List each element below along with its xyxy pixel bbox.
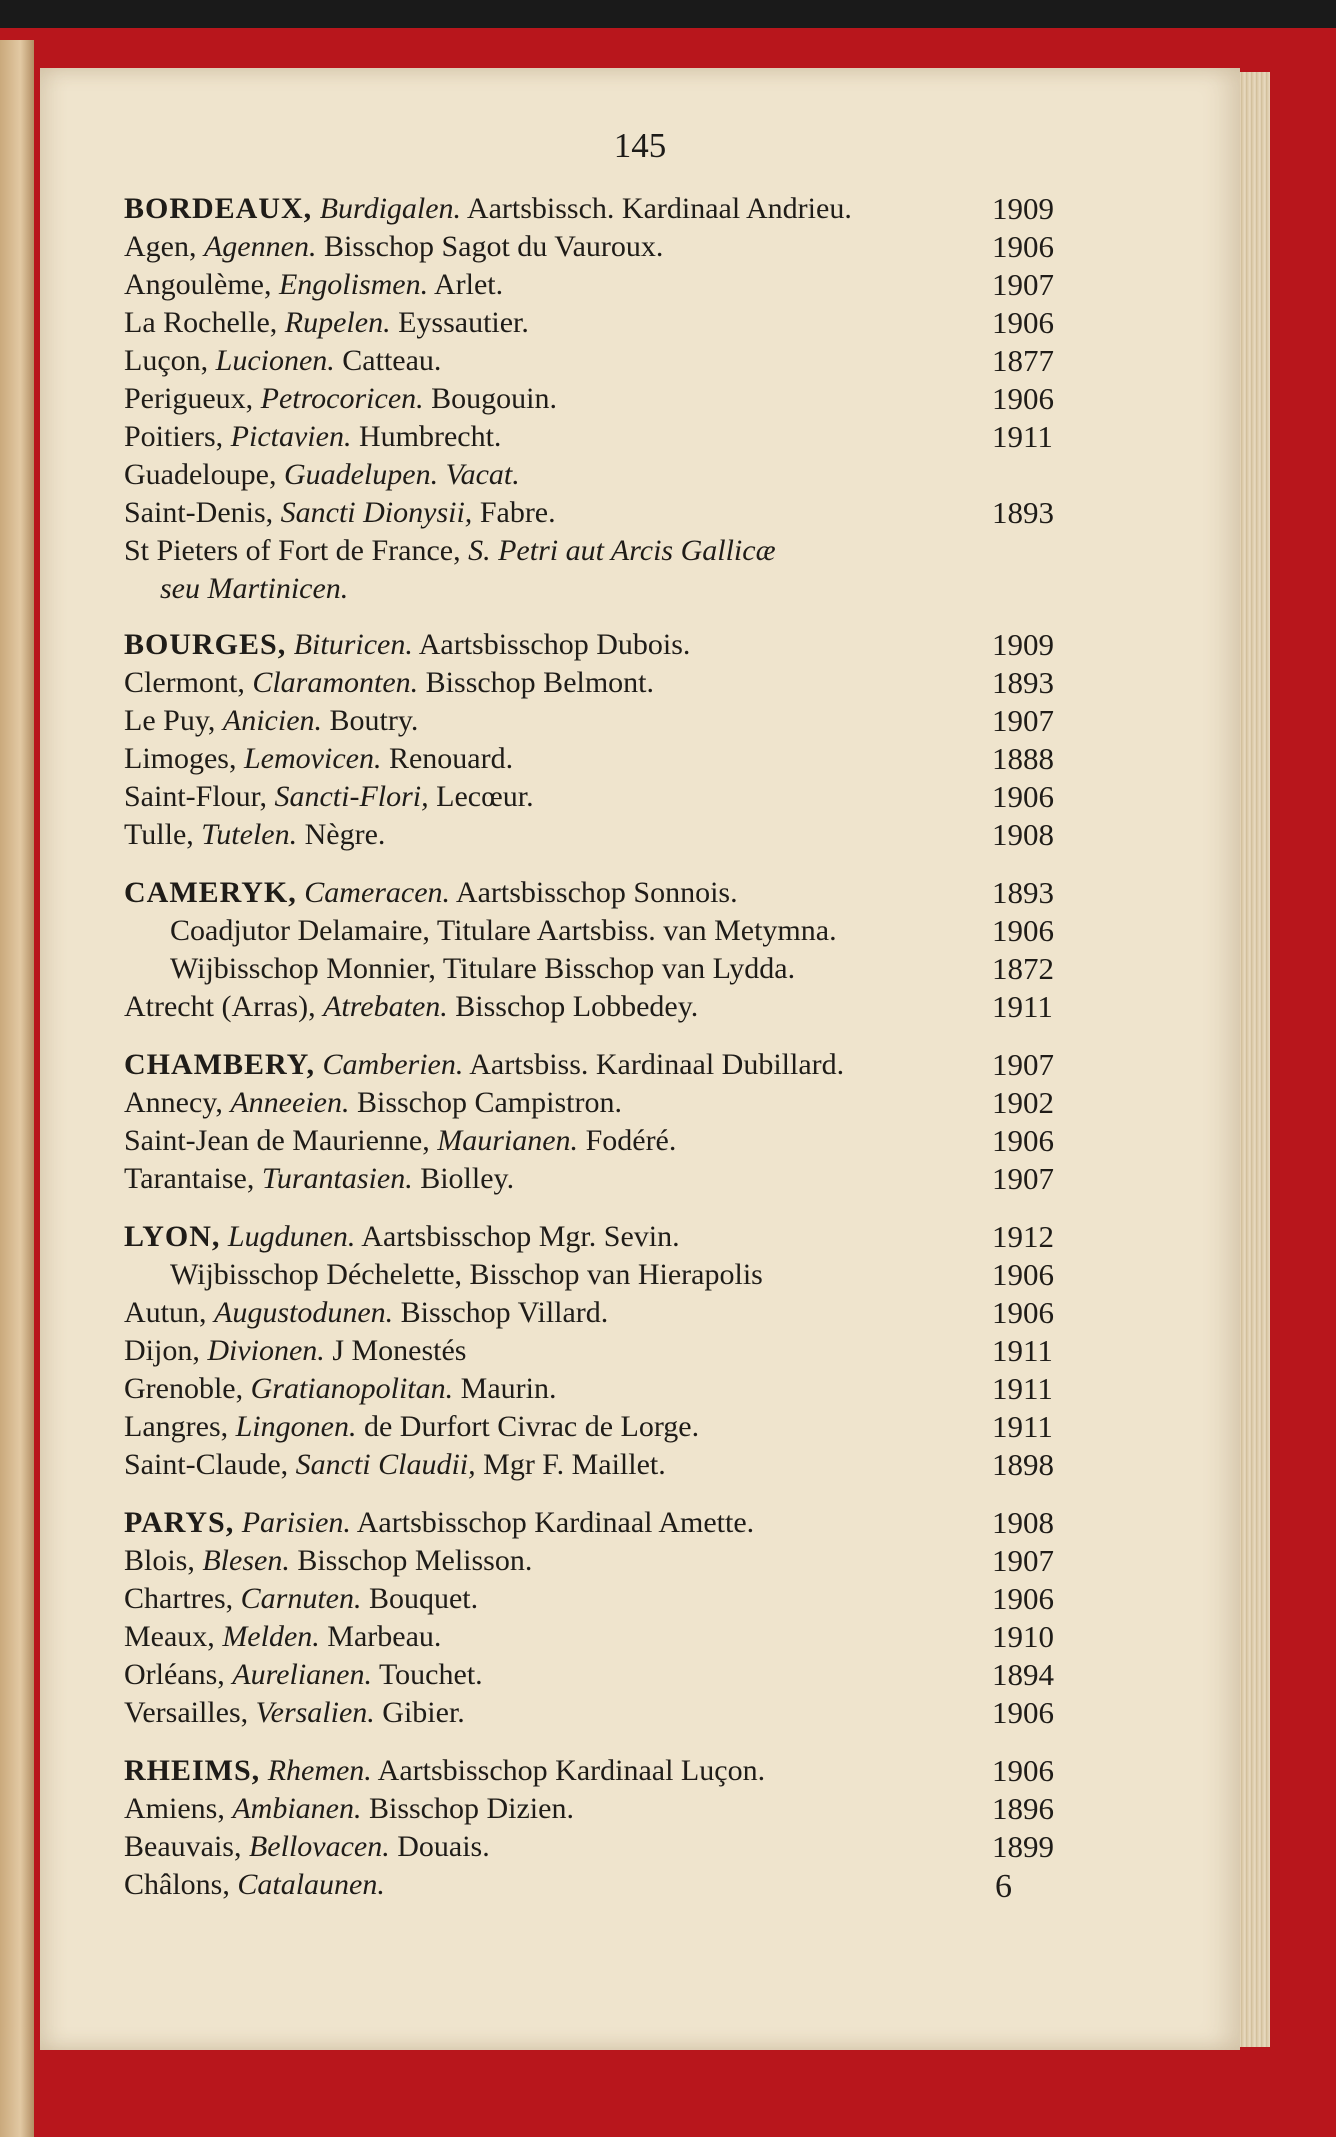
entry-year: 1908 [992, 817, 1054, 852]
see-name: Meaux, [124, 1620, 215, 1653]
latin-name: Lingonen. [235, 1410, 357, 1443]
entry-year: 1906 [992, 1123, 1054, 1158]
latin-name: Carnuten. [240, 1582, 362, 1615]
entry-year: 1896 [992, 1791, 1054, 1826]
entry-line [124, 1694, 1084, 1732]
entry-line [124, 1294, 1084, 1332]
latin-name: Guadelupen. Vacat. [283, 458, 520, 491]
entry-year: 1906 [992, 381, 1054, 416]
see-name: Versailles, [124, 1696, 249, 1729]
bishop: Arlet. [433, 268, 504, 301]
entry-line [124, 988, 1084, 1026]
see-name: Poitiers, [124, 420, 224, 453]
see-name: Dijon, [124, 1334, 200, 1367]
bishop: Wijbisschop Monnier, Titulare Bisschop van Lydda. [170, 952, 796, 985]
latin-name: Turantasien. [261, 1162, 413, 1195]
latin-name: Bellovacen. [248, 1830, 390, 1863]
entry-line [170, 912, 1130, 950]
see-name: CAMERYK, [124, 876, 297, 909]
entry-year: 1909 [992, 191, 1054, 226]
bishop: Eyssautier. [398, 306, 529, 339]
bishop: Wijbisschop Déchelette, Bisschop van Hierapolis [170, 1258, 763, 1291]
bishop: Bisschop Campistron. [356, 1086, 622, 1119]
bishop: J Monestés [332, 1334, 467, 1367]
entry-line [124, 1504, 1084, 1542]
entry-line [124, 816, 1084, 854]
bishop: Bisschop Belmont. [425, 666, 655, 699]
entry-line [124, 532, 1084, 570]
latin-name: Sancti Dionysii, [280, 496, 473, 529]
entry-line [124, 874, 1084, 912]
entry-line [124, 1446, 1084, 1484]
latin-name: Camberien. [322, 1048, 464, 1081]
bishop: Aartsbisschop Sonnois. [455, 876, 738, 909]
bishop: Humbrecht. [358, 420, 502, 453]
entry-year: 1910 [992, 1619, 1054, 1654]
entry-line [124, 1618, 1084, 1656]
see-name: Tulle, [124, 818, 194, 851]
bishop: Nègre. [304, 818, 386, 851]
previous-page-edge [0, 40, 34, 2137]
bishop: Gibier. [382, 1696, 465, 1729]
see-name: Blois, [124, 1544, 195, 1577]
entry-line [124, 1542, 1084, 1580]
latin-name: Pictavien. [230, 420, 352, 453]
bishop: Catteau. [342, 344, 442, 377]
bishop: Bougouin. [431, 382, 557, 415]
latin-name: Augustodunen. [214, 1296, 394, 1329]
latin-name: Maurianen. [437, 1124, 579, 1157]
see-name: RHEIMS, [124, 1754, 261, 1787]
entry-line [124, 1580, 1084, 1618]
entry-year: 1877 [992, 343, 1054, 378]
entry-line [170, 950, 1130, 988]
latin-name: seu Martinicen. [160, 572, 349, 605]
see-name: Saint-Claude, [124, 1448, 289, 1481]
entry-line [124, 778, 1084, 816]
latin-name: Anneeien. [230, 1086, 350, 1119]
entry-line [124, 494, 1084, 532]
bishop: Biolley. [420, 1162, 515, 1195]
entry-year: 1906 [992, 305, 1054, 340]
see-name: CHAMBERY, [124, 1048, 316, 1081]
see-name: Châlons, [124, 1868, 230, 1901]
entry-year: 1894 [992, 1657, 1054, 1692]
latin-name: Blesen. [202, 1544, 290, 1577]
latin-name: Rhemen. [267, 1754, 372, 1787]
latin-name: Anicien. [222, 704, 323, 737]
see-name: BORDEAUX, [124, 192, 313, 225]
latin-name: Engolismen. [278, 268, 429, 301]
entry-year: 1911 [992, 1333, 1053, 1368]
entry-year: 1911 [992, 989, 1053, 1024]
entry-year: 1898 [992, 1447, 1054, 1482]
bishop: Aartsbisschop Kardinaal Amette. [356, 1506, 755, 1539]
entry-year: 1908 [992, 1505, 1054, 1540]
entry-year: 1906 [992, 229, 1054, 264]
latin-name: Sancti-Flori, [274, 780, 429, 813]
entry-line [160, 570, 1120, 608]
latin-name: Melden. [222, 1620, 320, 1653]
entry-year: 1911 [992, 419, 1053, 454]
entry-year: 1893 [992, 665, 1054, 700]
see-name: Orléans, [124, 1658, 225, 1691]
bishop: Bouquet. [368, 1582, 479, 1615]
entry-year: 1907 [992, 1047, 1054, 1082]
entry-year: 1911 [992, 1409, 1053, 1444]
entry-year: 1906 [992, 913, 1054, 948]
see-name: Limoges, [124, 742, 237, 775]
latin-name: Divionen. [207, 1334, 325, 1367]
see-name: St Pieters of Fort de France, [124, 534, 461, 567]
see-name: BOURGES, [124, 628, 287, 661]
bishop: Lecœur. [436, 780, 534, 813]
see-name: Chartres, [124, 1582, 234, 1615]
entry-year: 1902 [992, 1085, 1054, 1120]
entry-line [124, 266, 1084, 304]
entry-line [124, 1408, 1084, 1446]
latin-name: Agennen. [203, 230, 317, 263]
entry-year: 1907 [992, 703, 1054, 738]
bishop: Fodéré. [585, 1124, 677, 1157]
see-name: LYON, [124, 1220, 221, 1253]
entry-year: 1911 [992, 1371, 1053, 1406]
bishop: Bisschop Villard. [400, 1296, 609, 1329]
see-name: Annecy, [124, 1086, 223, 1119]
see-name: Saint-Jean de Maurienne, [124, 1124, 430, 1157]
entry-line [124, 626, 1084, 664]
page-number: 145 [613, 126, 667, 165]
entry-year: 1906 [992, 779, 1054, 814]
latin-name: Versalien. [255, 1696, 375, 1729]
entry-year: 1909 [992, 627, 1054, 662]
entry-line [124, 456, 1084, 494]
entry-line [124, 702, 1084, 740]
see-name: Perigueux, [124, 382, 254, 415]
latin-name: Atrebaten. [323, 990, 448, 1023]
latin-name: Petrocoricen. [260, 382, 424, 415]
bishop: Aartsbisschop Dubois. [418, 628, 691, 661]
bishop: Douais. [397, 1830, 490, 1863]
entry-year: 1907 [992, 267, 1054, 302]
entry-line [124, 342, 1084, 380]
entry-line [170, 1256, 1130, 1294]
entry-year: 1906 [992, 1753, 1054, 1788]
entry-line [124, 1046, 1084, 1084]
see-name: La Rochelle, [124, 306, 278, 339]
entry-line [124, 1752, 1084, 1790]
book-page [40, 68, 1240, 2050]
entry-line [124, 380, 1084, 418]
entry-line [124, 304, 1084, 342]
entry-line [124, 1332, 1084, 1370]
latin-name: Tutelen. [201, 818, 298, 851]
entry-year: 1906 [992, 1581, 1054, 1616]
entry-line [124, 1866, 1084, 1904]
entry-line [124, 1828, 1084, 1866]
bishop: Bisschop Sagot du Vauroux. [323, 230, 664, 263]
bishop: Aartsbiss. Kardinaal Dubillard. [469, 1048, 845, 1081]
latin-name: Parisien. [241, 1506, 351, 1539]
latin-name: Lugdunen. [227, 1220, 356, 1253]
latin-name: Cameracen. [304, 876, 451, 909]
latin-name: Lemovicen. [244, 742, 382, 775]
bishop: Aartsbisschop Kardinaal Luçon. [377, 1754, 766, 1787]
entry-year: 1906 [992, 1257, 1054, 1292]
latin-name: S. Petri aut Arcis Gallicæ [468, 534, 776, 567]
see-name: Autun, [124, 1296, 207, 1329]
see-name: Langres, [124, 1410, 229, 1443]
entry-line [124, 1370, 1084, 1408]
signature-mark: 6 [995, 1868, 1012, 1905]
entry-year: 1906 [992, 1295, 1054, 1330]
latin-name: Aurelianen. [232, 1658, 372, 1691]
bishop: Marbeau. [327, 1620, 442, 1653]
entry-line [124, 1160, 1084, 1198]
bishop: Aartsbissch. Kardinaal Andrieu. [466, 192, 852, 225]
latin-name: Gratianopolitan. [250, 1372, 454, 1405]
latin-name: Rupelen. [284, 306, 391, 339]
see-name: PARYS, [124, 1506, 235, 1539]
bishop: Aartsbisschop Mgr. Sevin. [361, 1220, 680, 1253]
see-name: Clermont, [124, 666, 245, 699]
see-name: Beauvais, [124, 1830, 242, 1863]
background-top [0, 0, 1336, 28]
latin-name: Sancti Claudii, [295, 1448, 476, 1481]
see-name: Saint-Flour, [124, 780, 267, 813]
entry-line [124, 1122, 1084, 1160]
entry-year: 1907 [992, 1543, 1054, 1578]
entry-line [124, 1656, 1084, 1694]
entry-year: 1899 [992, 1829, 1054, 1864]
bishop: Bisschop Dizien. [368, 1792, 574, 1825]
entry-year: 1872 [992, 951, 1054, 986]
latin-name: Burdigalen. [319, 192, 462, 225]
see-name: Agen, [124, 230, 197, 263]
see-name: Saint-Denis, [124, 496, 274, 529]
see-name: Le Puy, [124, 704, 216, 737]
entry-year: 1893 [992, 495, 1054, 530]
entry-year: 1893 [992, 875, 1054, 910]
bishop: Touchet. [378, 1658, 483, 1691]
see-name: Tarantaise, [124, 1162, 255, 1195]
latin-name: Bituricen. [293, 628, 413, 661]
bishop: Fabre. [479, 496, 556, 529]
entry-year: 1907 [992, 1161, 1054, 1196]
bishop: Maurin. [460, 1372, 557, 1405]
entry-line [124, 1218, 1084, 1256]
see-name: Grenoble, [124, 1372, 244, 1405]
entry-year: 1888 [992, 741, 1054, 776]
entry-line [124, 190, 1084, 228]
latin-name: Catalaunen. [237, 1868, 385, 1901]
entry-line [124, 228, 1084, 266]
bishop: Mgr F. Maillet. [483, 1448, 666, 1481]
entry-line [124, 418, 1084, 456]
see-name: Guadeloupe, [124, 458, 277, 491]
latin-name: Lucionen. [215, 344, 335, 377]
entry-line [124, 664, 1084, 702]
entry-year: 1906 [992, 1695, 1054, 1730]
latin-name: Ambianen. [232, 1792, 362, 1825]
bishop: Boutry. [329, 704, 419, 737]
entry-line [124, 1790, 1084, 1828]
see-name: Atrecht (Arras), [124, 990, 316, 1023]
bishop: Bisschop Lobbedey. [455, 990, 699, 1023]
see-name: Amiens, [124, 1792, 225, 1825]
bishop: Coadjutor Delamaire, Titulare Aartsbiss. van Metymna. [170, 914, 837, 947]
bishop: Renouard. [388, 742, 514, 775]
see-name: Angoulème, [124, 268, 272, 301]
bishop: de Durfort Civrac de Lorge. [363, 1410, 700, 1443]
bishop: Bisschop Melisson. [297, 1544, 533, 1577]
latin-name: Claramonten. [252, 666, 419, 699]
see-name: Luçon, [124, 344, 209, 377]
entry-year: 1912 [992, 1219, 1054, 1254]
entry-line [124, 1084, 1084, 1122]
entry-line [124, 740, 1084, 778]
